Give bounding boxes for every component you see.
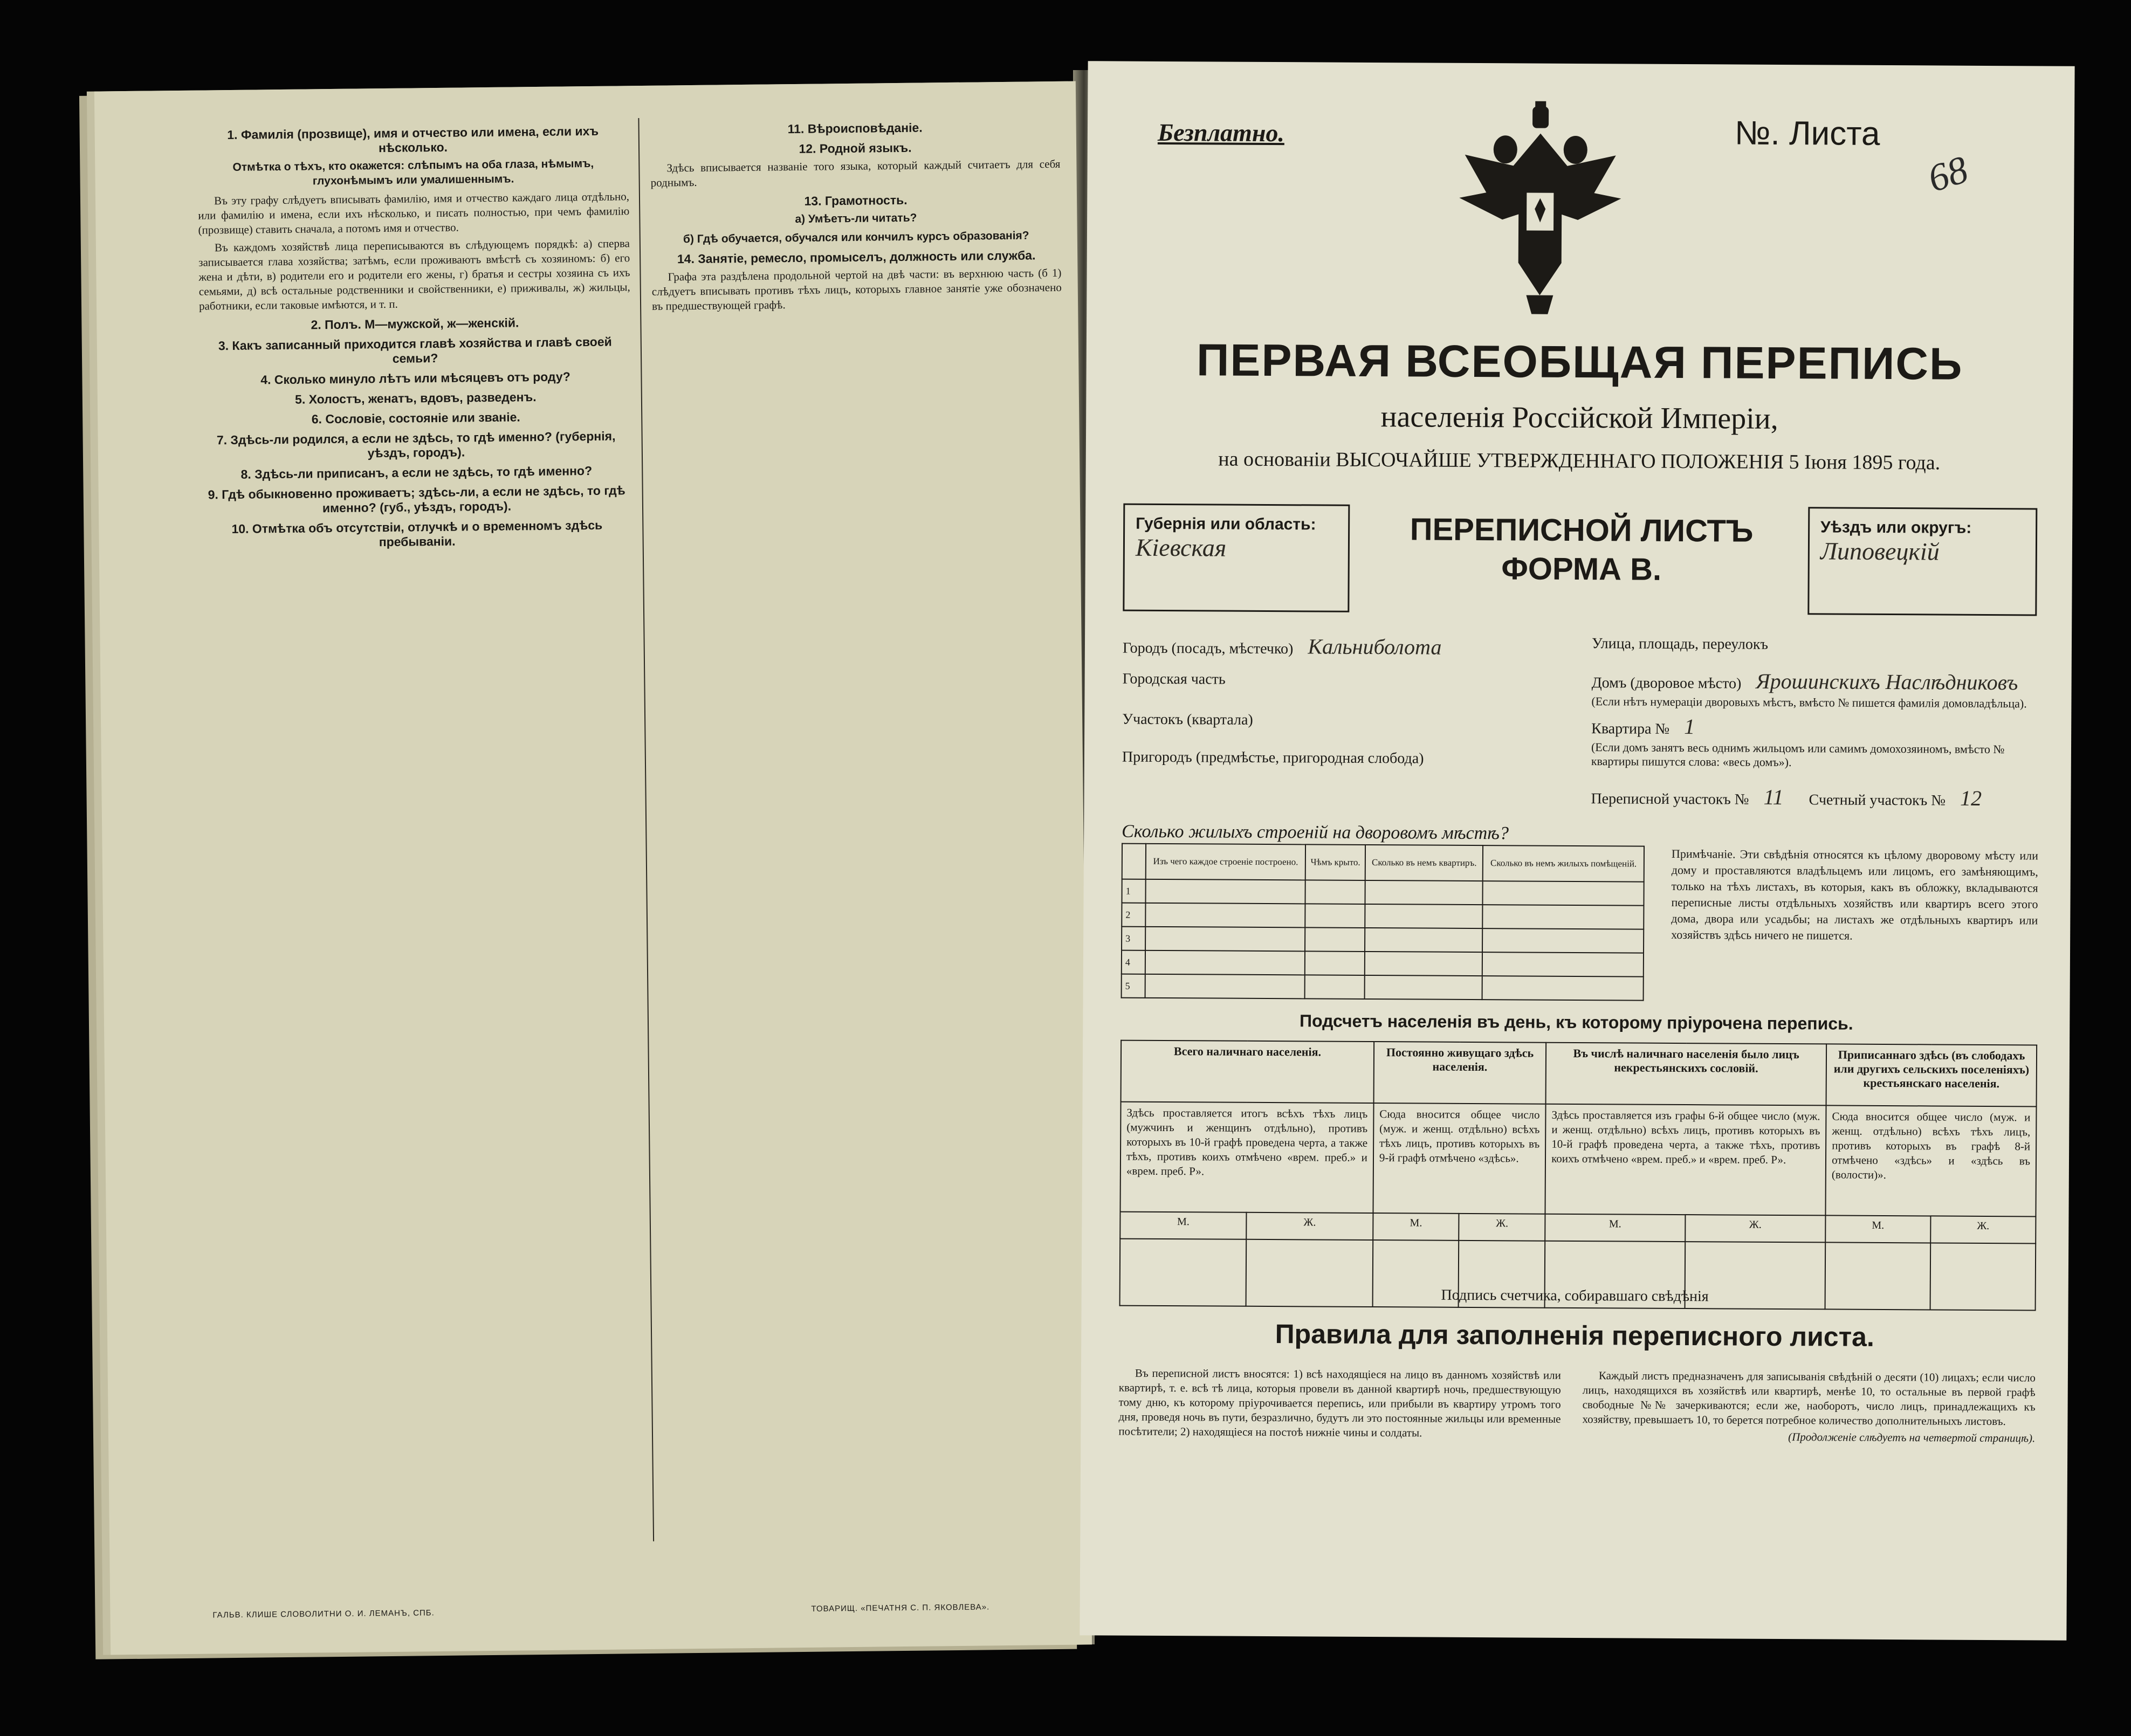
male-label: М.	[1373, 1213, 1459, 1241]
female-label: Ж.	[1685, 1215, 1826, 1242]
table-row	[1122, 879, 1644, 906]
instruction-heading-3: 3. Какъ записанный приходится главѣ хозяйства и главѣ своей семьи?	[218, 334, 612, 366]
printer-credit-right: ТОВАРИЩ. «ПЕЧАТНЯ С. П. ЯКОВЛЕВА».	[811, 1602, 990, 1614]
instruction-heading-11: 11. Вѣроисповѣданіе.	[787, 120, 923, 136]
yard-cell[interactable]	[1145, 903, 1305, 928]
rules-text: Въ переписной листъ вносятся: 1) всѣ находящіеся на лицо въ данномъ хозяйствѣ или квартирѣ, т. е. всѣ тѣ лица, которыя провели въ данной квартирѣ ночь, предшествующую тому дню, къ которому пріурочивается перепись, или прибыли въ квартиру утромъ того дня, проведя ночь въ пути, безразлично, будутъ ли это постоянные жильцы или временные посѣтители; 2) находящіеся на постоѣ нижніе чины и солдаты.	[1118, 1366, 1561, 1439]
instruction-text: Графа эта раздѣлена продольной чертой на двѣ части: въ верхнюю часть (б 1) слѣдуетъ вписывать противъ тѣхъ лицъ, которыхъ главное занятіе уже обозначено въ предшествующей графѣ.	[651, 266, 1062, 313]
province-cell	[1123, 504, 1350, 612]
apartment-value[interactable]: 1	[1684, 714, 1695, 739]
yard-header: Изъ чего каждое строеніе построено.	[1146, 844, 1305, 880]
census-precinct-label: Переписной участокъ №	[1591, 790, 1749, 808]
house-field	[1592, 667, 2018, 695]
population-count-title: Подсчетъ населенія въ день, къ которому пріурочена перепись.	[1299, 1011, 1853, 1034]
instruction-heading-5: 5. Холостъ, женатъ, вдовъ, разведенъ.	[294, 390, 537, 407]
female-label: Ж.	[1459, 1214, 1545, 1241]
province-value[interactable]: Кіевская	[1135, 533, 1227, 562]
yard-cell[interactable]	[1305, 904, 1365, 928]
yard-cell[interactable]	[1365, 880, 1483, 905]
yard-cell[interactable]	[1305, 927, 1365, 952]
instruction-heading-4: 4. Сколько минуло лѣтъ или мѣсяцевъ отъ роду?	[260, 369, 570, 387]
instruction-heading-6: 6. Сословіе, состояніе или званіе.	[311, 410, 520, 426]
yard-cell[interactable]	[1483, 881, 1644, 906]
double-headed-eagle-emblem	[1453, 101, 1627, 318]
decree-line: на основаніи ВЫСОЧАЙШЕ УТВЕРЖДЕННАГО ПОЛОЖЕНІЯ 5 Іюня 1895 года.	[1218, 447, 1941, 474]
yard-cell[interactable]	[1145, 950, 1305, 975]
row-number: 3	[1122, 927, 1145, 950]
table-row	[1122, 950, 1644, 977]
row-number: 4	[1122, 950, 1145, 974]
house-label: Домъ (дворовое мѣсто)	[1591, 674, 1742, 692]
row-number: 5	[1122, 974, 1145, 998]
yard-cell[interactable]	[1145, 879, 1305, 904]
yard-cell[interactable]	[1483, 905, 1644, 929]
instruction-heading-7: 7. Здѣсь-ли родился, а если не здѣсь, то гдѣ именно? (губернія, уѣздъ, городъ).	[216, 429, 616, 460]
male-label: М.	[1825, 1215, 1930, 1243]
enumerator-signature-line: Подпись счетчика, собиравшаго свѣдѣнія	[1441, 1286, 1709, 1305]
yard-cell[interactable]	[1482, 976, 1644, 1001]
house-value[interactable]: Ярошинскихъ Наслѣдниковъ	[1756, 669, 2018, 695]
yard-cell[interactable]	[1365, 904, 1483, 928]
female-label: Ж.	[1246, 1213, 1373, 1240]
yard-cell[interactable]	[1305, 975, 1365, 999]
precinct-label: Участокъ (квартала)	[1122, 711, 1253, 728]
count-description: Сюда вносится общее число (муж. и женщ. отдѣльно) всѣхъ тѣхъ лицъ, противъ которыхъ въ 9-й графѣ отмѣчено «здѣсь».	[1373, 1103, 1545, 1214]
yard-cell[interactable]	[1145, 974, 1305, 999]
table-row	[1122, 927, 1644, 953]
left-page	[94, 81, 1092, 1655]
instruction-text: Въ эту графу слѣдуетъ вписывать фамилію, имя и отчество каждаго лица отдѣльно, или фамилію и имена, если ихъ нѣсколько, и писать полностью, при чемъ фамилію (прозвище) ставить сначала, а потомъ имя и отчество.	[198, 190, 630, 237]
count-header: Постоянно живущаго здѣсь населенія.	[1373, 1042, 1546, 1104]
instruction-sub-13a: а) Умѣетъ-ли читать?	[795, 211, 917, 226]
yard-cell[interactable]	[1365, 928, 1482, 952]
instruction-text: Здѣсь вписывается названіе того языка, который каждый считаетъ для себя роднымъ.	[650, 157, 1061, 189]
table-row	[1122, 974, 1644, 1001]
district-cell	[1807, 507, 2037, 616]
yard-note: Примѣчаніе. Эти свѣдѣнія относятся къ цѣлому дворовому мѣсту или дому и проставляются владѣльцемъ или лицомъ, его замѣняющимъ, только на тѣхъ листахъ, въ которыя, какъ въ обложку, вкладываются переписные листы отдѣльныхъ хозяйствъ или квартиръ всего этого дома, двора или усадьбы; на листахъ же отдѣльныхъ квартиръ или хозяйствъ здѣсь ничего не пишется.	[1671, 846, 2039, 942]
instruction-heading-9: 9. Гдѣ обыкновенно проживаетъ; здѣсь-ли, а если не здѣсь, то гдѣ именно? (губ., уѣздъ, городъ).	[208, 483, 625, 515]
census-precinct-field	[1591, 783, 1982, 811]
apartment-label: Квартира №	[1591, 720, 1670, 738]
yard-table-header	[1122, 844, 1644, 882]
census-precinct-value[interactable]: 11	[1763, 784, 1784, 810]
counting-precinct-label: Счетный участокъ №	[1809, 791, 1946, 809]
male-label: М.	[1545, 1214, 1685, 1242]
instruction-text: Въ каждомъ хозяйствѣ лица переписываются въ слѣдующемъ порядкѣ: а) сперва записывается глава хозяйства; затѣмъ, если проживаютъ вмѣстѣ съ хозяиномъ: б) его жена и дѣти, в) родители его и родители его жены, г) братья и сестры хозяина съ ихъ семьями, д) всѣ остальные родственники и свойственники, е) приживалы, ж) жильцы, работники, если таковые имѣются, и т. п.	[198, 237, 630, 313]
district-value[interactable]: Липовецкій	[1820, 537, 1940, 566]
precinct-field	[1122, 711, 1253, 729]
rules-column-left	[1118, 1366, 1561, 1443]
sheet-number-handwritten: 68	[1922, 147, 1973, 201]
yard-buildings-title: Сколько жилыхъ строеній на дворовомъ мѣстѣ?	[1122, 821, 1509, 844]
instruction-sub-13b: б) Гдѣ обучается, обучался или кончилъ курсъ образованія?	[683, 229, 1029, 246]
form-title	[1377, 510, 1787, 590]
instruction-heading-13: 13. Грамотность.	[804, 192, 908, 208]
male-label: М.	[1120, 1212, 1246, 1239]
instruction-heading-8: 8. Здѣсь-ли приписанъ, а если не здѣсь, то гдѣ именно?	[240, 463, 593, 481]
province-label: Губернія или область:	[1136, 514, 1316, 534]
instruction-sub-1: Отмѣтка о тѣхъ, кто окажется: слѣпымъ на оба глаза, нѣмымъ, глухонѣмымъ или умалишеннымъ.	[232, 157, 594, 188]
yard-header: Чѣмъ крыто.	[1305, 844, 1366, 880]
gender-header-row	[1120, 1212, 2036, 1244]
yard-number-header	[1122, 844, 1146, 879]
town-value[interactable]: Кальниболота	[1308, 634, 1442, 659]
census-subtitle: населенія Россійской Имперіи,	[1380, 400, 1778, 436]
town-label: Городъ (посадъ, мѣстечко)	[1122, 639, 1294, 658]
form-title-line-1: ПЕРЕПИСНОЙ ЛИСТЪ	[1410, 512, 1754, 549]
count-description: Сюда вносится общее число (муж. и женщ. отдѣльно) всѣхъ тѣхъ лицъ, противъ которыхъ въ графѣ 8-й отмѣчено «здѣсь» и «здѣсь въ (волости)».	[1826, 1105, 2037, 1216]
city-part-field	[1123, 671, 1226, 688]
rules-text: Каждый листъ предназначенъ для записыванія свѣдѣній о десяти (10) лицахъ; если число лицъ, находящихся въ хозяйствѣ или квартирѣ, менѣе 10, то остальные въ первой графѣ свободные №№ зачеркиваются; если же, наоборотъ, число лицъ, принадлежащихъ къ хозяйству, превышаетъ 10, то берется потребное количество дополнительныхъ листовъ.	[1582, 1369, 2036, 1428]
suburb-label: Пригородъ (предмѣстье, пригородная слобода)	[1122, 748, 1424, 767]
street-field	[1592, 635, 1768, 653]
left-column-1	[197, 118, 633, 554]
apartment-field	[1591, 713, 1695, 739]
form-title-line-2: ФОРМА В.	[1501, 551, 1662, 587]
count-header: Въ числѣ наличнаго населенія было лицъ некрестьянскихъ сословій.	[1546, 1043, 1827, 1106]
instruction-heading-2: 2. Полъ. М—мужской, ж—женскій.	[311, 315, 519, 332]
female-label: Ж.	[1930, 1216, 2036, 1243]
city-part-label: Городская часть	[1122, 670, 1226, 688]
column-divider	[638, 118, 654, 1541]
sheet-number-label: №. Листа	[1734, 114, 1880, 153]
row-number: 1	[1122, 879, 1145, 903]
instruction-heading-14: 14. Занятіе, ремесло, промыселъ, должность или служба.	[677, 248, 1036, 266]
rules-title: Правила для заполненія переписного листа.	[1275, 1319, 1875, 1352]
population-count-table	[1119, 1040, 2038, 1311]
census-title: ПЕРВАЯ ВСЕОБЩАЯ ПЕРЕПИСЬ	[1196, 334, 1963, 389]
yard-cell[interactable]	[1365, 975, 1482, 1000]
street-label: Улица, площадь, переулокъ	[1591, 635, 1769, 653]
row-number: 2	[1122, 903, 1145, 927]
yard-cell[interactable]	[1305, 880, 1365, 904]
suburb-field	[1122, 749, 1424, 768]
rules-column-right	[1582, 1368, 2036, 1448]
count-header: Приписаннаго здѣсь (въ слободахъ или другихъ сельскихъ поселеніяхъ) крестьянскаго населенія.	[1826, 1044, 2037, 1106]
yard-cell[interactable]	[1145, 927, 1305, 952]
yard-cell[interactable]	[1482, 952, 1644, 977]
instruction-heading-12: 12. Родной языкъ.	[799, 140, 912, 156]
count-table-header	[1121, 1041, 2037, 1107]
region-header-box	[1123, 504, 2037, 632]
count-description-row	[1120, 1102, 2036, 1217]
count-description: Здѣсь проставляется изъ графы 6-й общее число (муж. и женщ. отдѣльно) всѣхъ лицъ, противъ которыхъ въ 10-й графѣ проведена черта, а также тѣхъ, противъ коихъ отмѣчено «врем. преб.» и «врем. преб. Р».	[1545, 1104, 1826, 1216]
yard-header: Сколько въ немъ квартиръ.	[1365, 845, 1483, 881]
left-column-2	[650, 114, 1062, 317]
count-header: Всего наличнаго населенія.	[1121, 1041, 1374, 1103]
counting-precinct-value[interactable]: 12	[1960, 786, 1982, 810]
yard-cell[interactable]	[1305, 951, 1365, 975]
house-note: (Если нѣтъ нумераціи дворовыхъ мѣстъ, вмѣсто № пишется фамилія домовладѣльца).	[1591, 694, 2027, 711]
apartment-note: (Если домъ занятъ весь однимъ жильцомъ или самимъ домохозяиномъ, вмѣсто № квартиры пишутся слова: «весь домъ»).	[1591, 740, 2005, 769]
table-row	[1122, 903, 1644, 929]
instruction-heading-10: 10. Отмѣтка объ отсутствіи, отлучкѣ и о временномъ здѣсь пребываніи.	[231, 518, 603, 549]
right-page	[1080, 61, 2074, 1641]
continued-note: (Продолженіе слѣдуетъ на четвертой страницѣ).	[1788, 1430, 2036, 1445]
district-label: Уѣздъ или округъ:	[1820, 518, 1972, 537]
yard-cell[interactable]	[1482, 928, 1644, 953]
yard-cell[interactable]	[1365, 952, 1482, 976]
count-description: Здѣсь проставляется итогъ всѣхъ тѣхъ лицъ (мужчинъ и женщинъ отдѣльно), противъ которыхъ въ 10-й графѣ проведена черта, а также тѣхъ, противъ коихъ отмѣчено «врем. преб.» и «врем. преб. Р».	[1120, 1102, 1373, 1213]
yard-buildings-table	[1121, 843, 1645, 1001]
printer-credit-left: ГАЛЬВ. КЛИШЕ СЛОВОЛИТНИ О. И. ЛЕМАНЪ, СПБ.	[212, 1608, 435, 1620]
free-label: Безплатно.	[1157, 118, 1285, 147]
town-field	[1123, 633, 1442, 660]
yard-header: Сколько въ немъ жилыхъ помѣщеній.	[1483, 845, 1644, 882]
instruction-heading-1: 1. Фамилія (прозвище), имя и отчество или имена, если ихъ нѣсколько.	[227, 123, 599, 155]
